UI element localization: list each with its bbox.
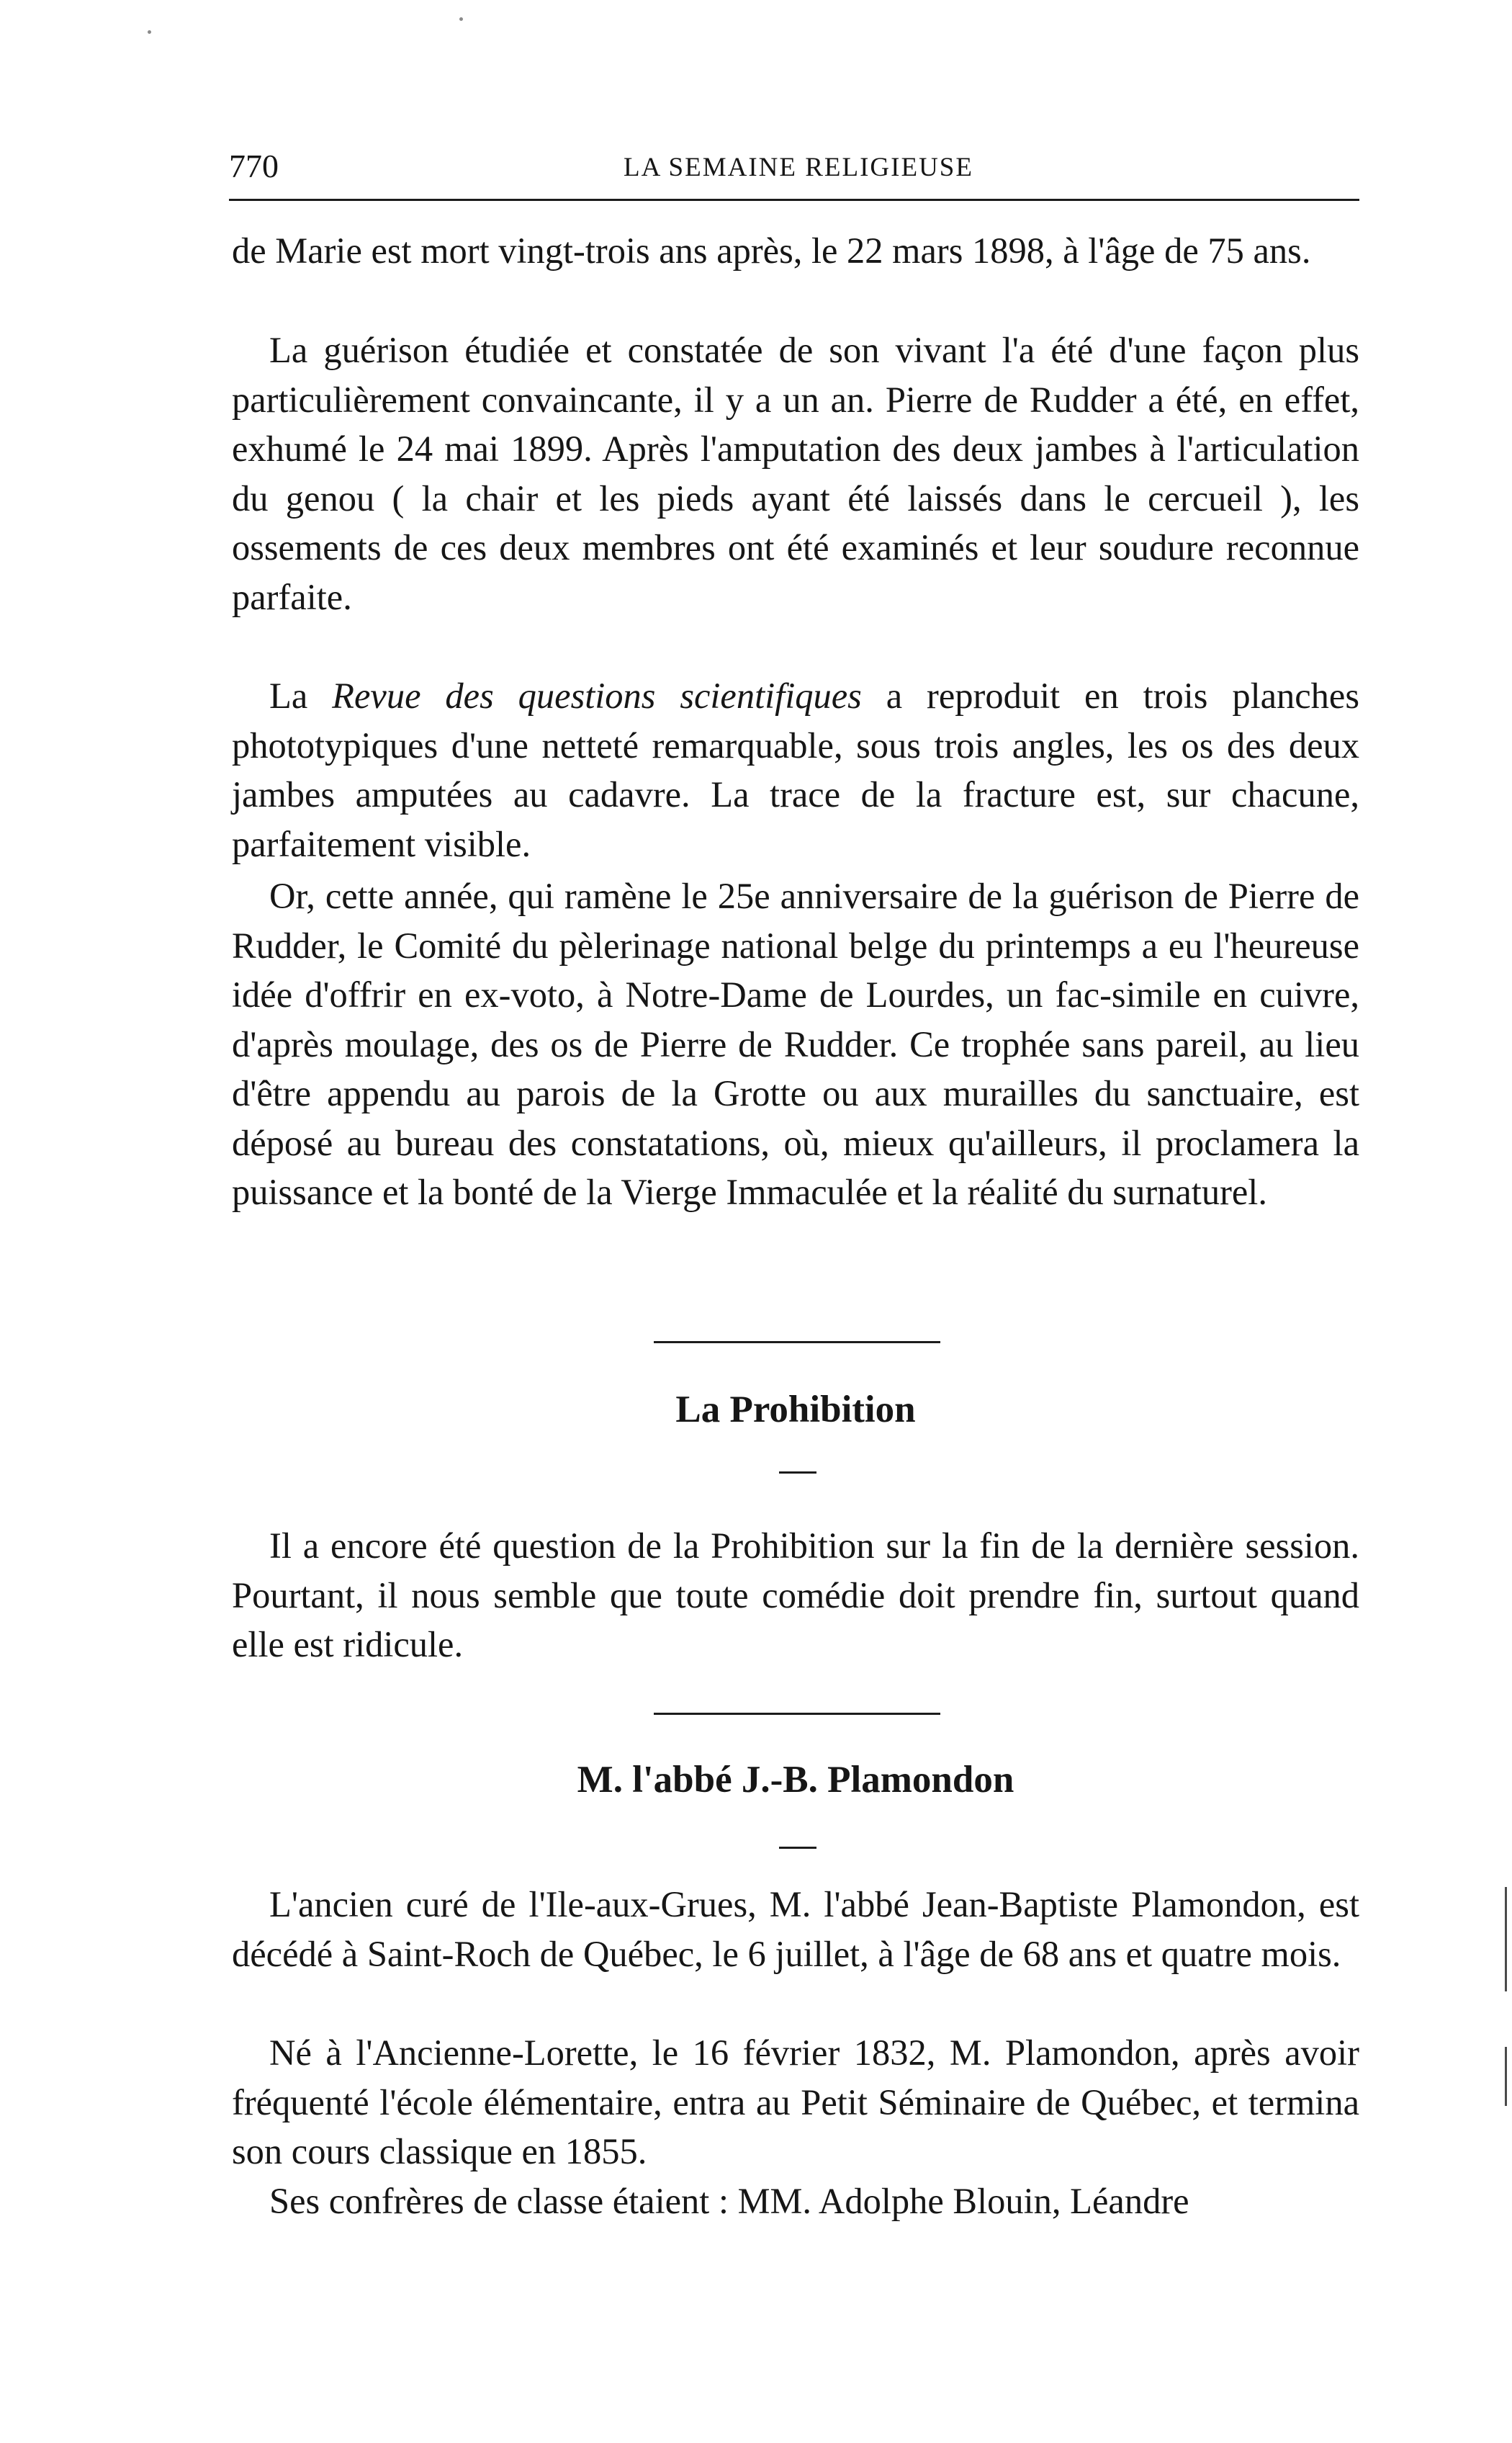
journal-title: Revue des questions scientifiques (332, 676, 862, 716)
body-paragraph (232, 671, 1359, 869)
section-title: M. l'abbé J.-B. Plamondon (577, 1759, 1014, 1801)
section-separator-rule (654, 1713, 940, 1715)
header-rule (229, 199, 1359, 201)
paragraph-opening: La (269, 676, 333, 716)
body-paragraph: La guérison étudiée et constatée de son vivant l'a été d'une façon plus particulièrement convaincante, il y a un an. Pierre de Rudder a été, en effet, exhumé le 24 mai 1899. Après l'amputation des deux jambes à l'articulation du genou ( la chair et les pieds ayant été laissés dans le cercueil ), les ossements de ces deux membres ont été examinés et leur soudure reconnue parfaite. (232, 330, 1359, 617)
body-paragraph: Il a encore été question de la Prohibition sur la fin de la dernière session. Pourtant, il nous semble que toute comédie doit prendre fin, surtout quand elle est ridicule. (232, 1525, 1359, 1664)
paragraph-continuation: a reproduit en trois planches phototypiques d'une netteté remarquable, sous trois angles, les os des deux jambes amputées au cadavre. La trace de la fracture est, sur chacune, parfaitement visible. (232, 676, 1359, 864)
scan-margin-mark (1505, 2047, 1507, 2106)
scan-speck (459, 17, 463, 21)
body-paragraph: Né à l'Ancienne-Lorette, le 16 février 1832, M. Plamondon, après avoir fréquenté l'école élémentaire, entra au Petit Séminaire de Québec, et termina son cours classique en 1855. (232, 2032, 1359, 2171)
section-separator-rule (654, 1341, 940, 1343)
body-paragraph: L'ancien curé de l'Ile-aux-Grues, M. l'abbé Jean-Baptiste Plamondon, est décédé à Saint-Roch de Québec, le 6 juillet, à l'âge de 68 ans et quatre mois. (232, 1884, 1359, 1974)
page-number: 770 (229, 148, 279, 184)
scan-margin-mark (1505, 1887, 1507, 1991)
body-paragraph: Ses confrères de classe étaient : MM. Adolphe Blouin, Léandre (269, 2181, 1189, 2221)
body-paragraph: de Marie est mort vingt-trois ans après, le 22 mars 1898, à l'âge de 75 ans. (232, 230, 1311, 271)
scan-speck (148, 30, 151, 34)
title-dash (779, 1847, 816, 1849)
section-title: La Prohibition (675, 1389, 916, 1430)
running-title: LA SEMAINE RELIGIEUSE (624, 153, 973, 182)
page-header (229, 141, 1359, 192)
title-dash (779, 1471, 816, 1474)
body-paragraph: Or, cette année, qui ramène le 25e anniversaire de la guérison de Pierre de Rudder, le Comité du pèlerinage national belge du printemps a eu l'heureuse idée d'offrir en ex-voto, à Notre-Dame de Lourdes, un fac-simile en cuivre, d'après moulage, des os de Pierre de Rudder. Ce trophée sans pareil, au lieu d'être appendu au parois de la Grotte ou aux murailles du sanctuaire, est déposé au bureau des constatations, où, mieux qu'ailleurs, il proclamera la puissance et la bonté de la Vierge Immaculée et la réalité du surnaturel. (232, 876, 1359, 1212)
